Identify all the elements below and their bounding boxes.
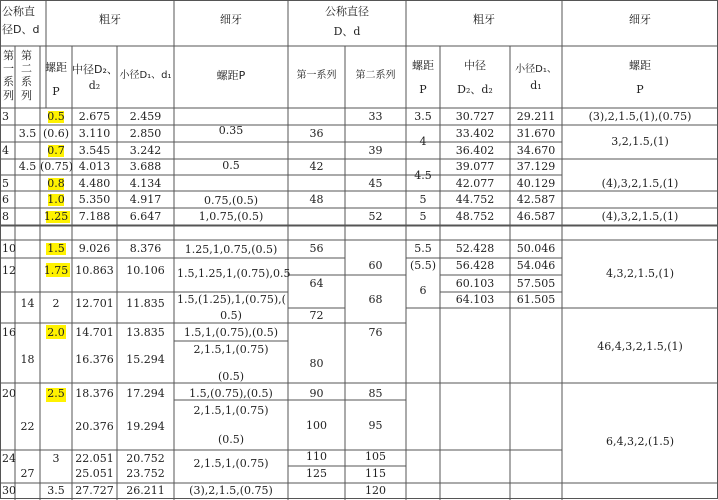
right-cell-d2: 39.077: [455, 160, 495, 173]
left-cell-d1: 6.647: [129, 210, 162, 223]
right-cell-s2: 95: [368, 419, 383, 432]
right-cell-d1: 54.046: [516, 259, 556, 272]
right-cell-p: 5: [419, 193, 427, 206]
left-cell-d2: 7.188: [78, 210, 111, 223]
right-cell-p: 3.5: [414, 110, 432, 123]
left-cell-p: 1.25: [43, 210, 69, 223]
left-cell-p: 1.5: [47, 242, 65, 255]
left-cell-s1: 8: [2, 210, 9, 223]
left-fine-cell: 1.5,(1.25),1,(0.75),(: [177, 293, 286, 306]
left-cell-d1: 26.211: [126, 484, 165, 497]
left-cell-d2: 25.051: [75, 467, 114, 480]
right-cell-s2: 120: [365, 484, 386, 497]
right-cell-d1: 31.670: [516, 127, 556, 140]
left-fine-cell: (0.5): [217, 433, 245, 446]
right-cell-d2: 48.752: [455, 210, 495, 223]
left-cell-d1: 13.835: [126, 326, 165, 339]
left-cell-d1: 2.850: [129, 127, 162, 140]
right-cell-d1: 34.670: [516, 144, 556, 157]
right-cell-s1: 48: [309, 193, 324, 206]
left-cell-p: 2.0: [47, 326, 65, 339]
left-cell-d2: 5.350: [78, 193, 111, 206]
right-cell-s1: 64: [309, 277, 324, 290]
left-cell-p: (0.6): [42, 127, 70, 140]
left-cell-s2: 22: [20, 420, 35, 433]
right-cell-s1: 72: [309, 309, 324, 322]
left-cell-d2: 12.701: [75, 297, 114, 310]
header-fine-pitch-right-p: P: [636, 83, 644, 96]
right-cell-s1: 110: [306, 450, 327, 463]
left-fine-cell: 0.35: [218, 124, 244, 137]
left-cell-d2: 16.376: [75, 353, 114, 366]
header-nominal-dia-left-2: 径D、d: [2, 23, 40, 36]
left-cell-s2: 14: [20, 297, 35, 310]
left-cell-s1: 16: [2, 326, 16, 339]
right-cell-s2: 76: [368, 326, 383, 339]
header-fine-pitch: 螺距P: [216, 69, 246, 82]
left-fine-cell: 1.5,(0.75),(0.5): [189, 387, 273, 400]
right-cell-d2: 52.428: [455, 242, 495, 255]
header-nominal-dia-right-2: D、d: [333, 25, 361, 38]
left-fine-cell: (0.5): [217, 370, 245, 383]
left-cell-p: 2: [52, 297, 60, 310]
right-cell-d2: 44.752: [455, 193, 495, 206]
header-pitch-p: P: [52, 85, 60, 98]
right-cell-d2: 30.727: [455, 110, 495, 123]
left-cell-d1: 4.134: [129, 177, 162, 190]
right-cell-s2: 68: [368, 293, 383, 306]
right-cell-d1: 42.587: [516, 193, 556, 206]
left-cell-s1: 4: [2, 144, 9, 157]
header-mid-right: 中径: [464, 59, 486, 72]
left-cell-d1: 19.294: [126, 420, 165, 433]
right-fine-cell: (3),2,1.5,(1),(0.75): [588, 110, 692, 123]
header-nominal-dia-left: 公称直: [2, 5, 35, 18]
right-cell-d2: 64.103: [455, 293, 495, 306]
left-fine-cell: (3),2,1.5,(0.75): [189, 484, 273, 497]
left-cell-s1: 10: [2, 242, 16, 255]
right-cell-s1: 42: [309, 160, 324, 173]
right-merged-pitch: 6: [419, 284, 427, 297]
left-cell-s1: 5: [2, 177, 9, 190]
left-fine-cell: 1.5,1,(0.75),(0.5): [183, 326, 279, 339]
left-cell-d1: 3.688: [129, 160, 162, 173]
left-fine-cell: 0.5): [220, 309, 242, 322]
left-fine-cell: 0.5: [222, 159, 240, 172]
left-cell-p: 2.5: [47, 387, 65, 400]
left-cell-p: 1.0: [47, 193, 65, 206]
right-cell-s2: 33: [368, 110, 383, 123]
right-cell-s2: 39: [368, 144, 383, 157]
right-cell-d1: 57.505: [516, 277, 556, 290]
left-cell-d2: 4.480: [78, 177, 111, 190]
right-cell-s1: 36: [309, 127, 324, 140]
header-pitch-dia: 中径D₂、: [72, 63, 118, 76]
left-cell-p: 1.75: [43, 264, 69, 277]
header-series2-b: 二: [21, 62, 32, 75]
left-cell-d1: 23.752: [126, 467, 165, 480]
left-cell-s2: 27: [20, 467, 35, 480]
left-cell-d2: 18.376: [75, 387, 114, 400]
right-fine-cell: 6,4,3,2,(1.5): [605, 435, 675, 448]
left-cell-p: (0.75): [40, 160, 74, 173]
left-cell-s1: 12: [2, 264, 16, 277]
left-cell-d2: 10.863: [75, 264, 114, 277]
header-series1-c: 系: [3, 75, 14, 88]
left-cell-d1: 10.106: [126, 264, 165, 277]
left-cell-s2: 18: [20, 353, 35, 366]
right-cell-s1: 90: [309, 387, 324, 400]
right-cell-p: 5.5: [414, 242, 432, 255]
left-cell-d1: 20.752: [126, 452, 165, 465]
right-cell-s1: 56: [309, 242, 324, 255]
right-cell-s2: 115: [365, 467, 386, 480]
header-series1-b: 一: [3, 62, 14, 75]
left-fine-cell: 2,1.5,1,(0.75): [193, 343, 269, 356]
header-series2-right: 第二系列: [355, 70, 396, 81]
left-cell-d2: 2.675: [78, 110, 111, 123]
header-series1-right: 第一系列: [296, 70, 337, 81]
left-cell-s1: 20: [2, 387, 16, 400]
left-cell-d2: 22.051: [75, 452, 114, 465]
right-cell-d1: 46.587: [516, 210, 556, 223]
right-cell-s1: 80: [309, 357, 324, 370]
left-fine-cell: 1,0.75,(0.5): [198, 210, 264, 223]
header-mid-right-2: D₂、d₂: [457, 83, 493, 96]
right-cell-d1: 61.505: [516, 293, 556, 306]
left-cell-s1: 3: [2, 110, 9, 123]
right-cell-d2: 36.402: [455, 144, 495, 157]
left-cell-s1: 6: [2, 193, 9, 206]
right-cell-d1: 29.211: [516, 110, 556, 123]
right-fine-cell: 3,2,1.5,(1): [611, 135, 669, 148]
left-cell-d2: 14.701: [75, 326, 114, 339]
left-cell-d2: 20.376: [75, 420, 114, 433]
left-cell-s2: 4.5: [18, 160, 37, 173]
header-coarse-right: 粗牙: [473, 13, 495, 26]
right-cell-d2: 33.402: [455, 127, 495, 140]
header-pitch-dia-2: d₂: [88, 79, 101, 92]
left-cell-d2: 4.013: [78, 160, 111, 173]
right-cell-s2: 60: [368, 259, 383, 272]
left-cell-p: 3: [52, 452, 60, 465]
left-cell-d1: 15.294: [126, 353, 165, 366]
right-cell-s1: 125: [306, 467, 327, 480]
right-cell-s1: 100: [306, 419, 327, 432]
right-merged-pitch: 4.5: [414, 169, 432, 182]
header-pitch-right-p: P: [419, 83, 427, 96]
header-series2-c: 系: [21, 75, 32, 88]
left-cell-d1: 3.242: [129, 144, 162, 157]
left-cell-d2: 3.545: [78, 144, 111, 157]
right-cell-s2: 52: [368, 210, 383, 223]
header-coarse-left: 粗牙: [99, 13, 121, 26]
left-cell-p: 0.7: [47, 144, 65, 157]
header-fine-pitch-right: 螺距: [629, 59, 651, 72]
left-cell-d1: 2.459: [129, 110, 162, 123]
right-cell-p: 5: [419, 210, 427, 223]
right-fine-cell: 4,3,2,1.5,(1): [605, 267, 675, 280]
right-cell-d2: 60.103: [455, 277, 495, 290]
left-fine-cell: 1.25,1,0.75,(0.5): [184, 243, 278, 256]
header-minor-dia: 小径D₁、d₁: [119, 70, 172, 81]
left-cell-d1: 17.294: [126, 387, 165, 400]
left-fine-cell: 1.5,1.25,1,(0.75),0.5: [177, 267, 291, 280]
header-series2-d: 列: [21, 89, 32, 102]
header-minor-right: 小径D₁、: [515, 64, 557, 75]
left-cell-s1: 30: [2, 484, 16, 497]
right-cell-d1: 40.129: [516, 177, 556, 190]
header-fine-left: 细牙: [220, 13, 242, 26]
left-cell-p: 3.5: [47, 484, 65, 497]
right-cell-s2: 85: [368, 387, 383, 400]
left-cell-d1: 4.917: [129, 193, 162, 206]
left-fine-cell: 2,1.5,1,(0.75): [193, 404, 269, 417]
header-series1-a: 第: [3, 49, 14, 62]
left-cell-d2: 9.026: [78, 242, 111, 255]
left-cell-d2: 27.727: [75, 484, 114, 497]
right-cell-d2: 56.428: [455, 259, 495, 272]
header-nominal-dia-right: 公称直径: [325, 5, 369, 18]
header-fine-right: 细牙: [629, 13, 651, 26]
right-merged-pitch: 4: [419, 135, 427, 148]
left-cell-d2: 3.110: [78, 127, 111, 140]
left-cell-d1: 8.376: [129, 242, 162, 255]
header-series2-a: 第: [21, 49, 32, 62]
right-fine-cell: 46,4,3,2,1.5,(1): [597, 340, 683, 353]
left-fine-cell: 2,1.5,1,(0.75): [193, 457, 269, 470]
header-minor-right-2: d₁: [530, 79, 542, 92]
left-cell-p: 0.8: [47, 177, 65, 190]
left-cell-s1: 24: [2, 452, 16, 465]
right-cell-p: (5.5): [409, 259, 437, 272]
right-cell-d1: 37.129: [516, 160, 556, 173]
right-cell-s2: 45: [368, 177, 383, 190]
header-pitch-right: 螺距: [412, 59, 434, 72]
right-cell-d2: 42.077: [455, 177, 495, 190]
left-cell-d1: 11.835: [126, 297, 165, 310]
right-cell-s2: 105: [365, 450, 386, 463]
header-series1-d: 列: [3, 89, 14, 102]
header-pitch: 螺距: [45, 61, 67, 74]
left-cell-p: 0.5: [47, 110, 65, 123]
right-fine-cell: (4),3,2,1.5,(1): [601, 177, 679, 190]
right-fine-cell: (4),3,2,1.5,(1): [601, 210, 679, 223]
right-cell-d1: 50.046: [516, 242, 556, 255]
left-fine-cell: 0.75,(0.5): [203, 194, 259, 207]
left-cell-s2: 3.5: [18, 127, 37, 140]
